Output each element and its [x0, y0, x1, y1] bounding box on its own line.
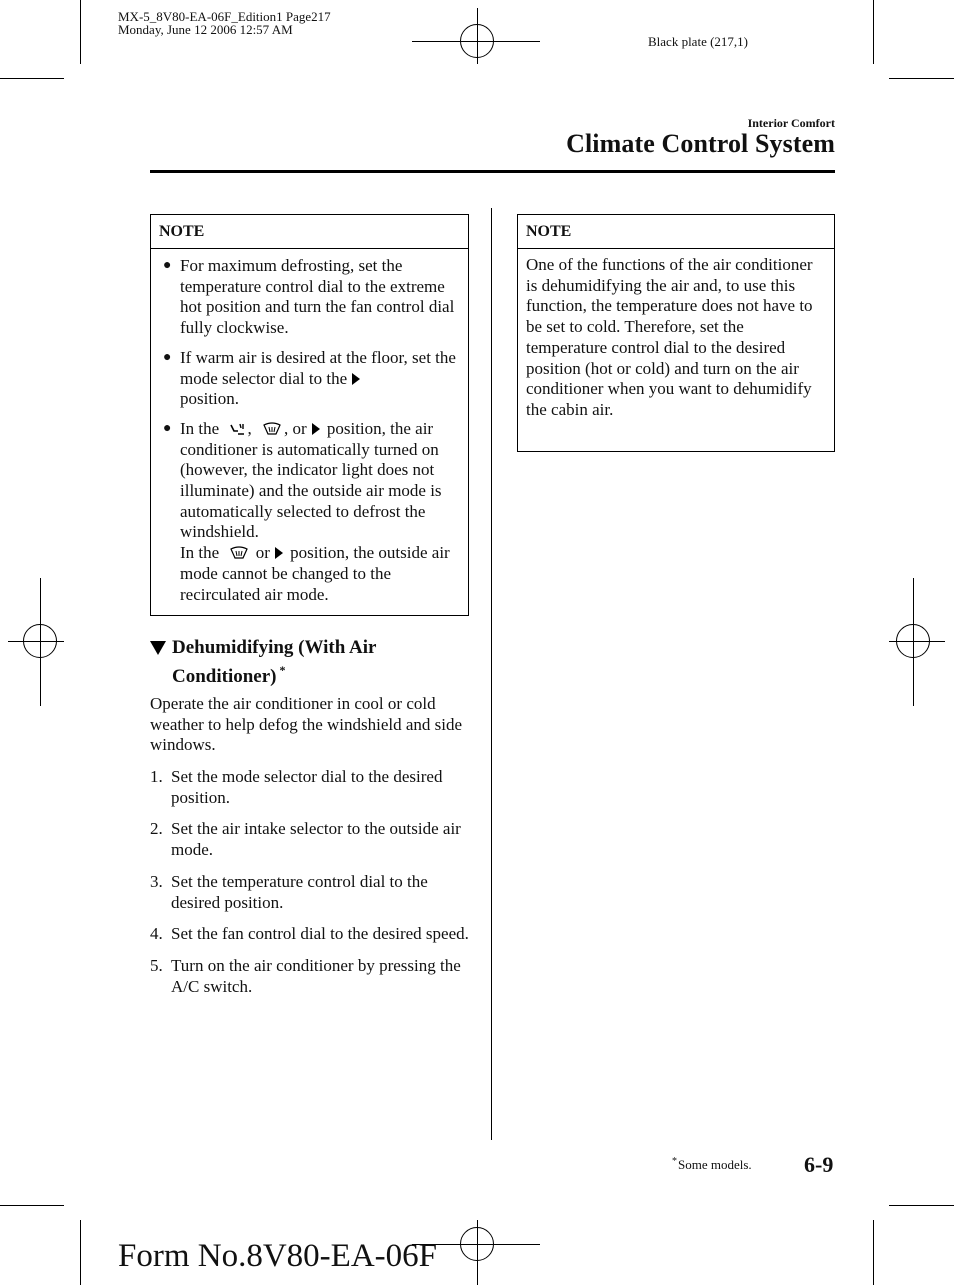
list-item: 1. Set the mode selector dial to the desired position.: [150, 767, 443, 807]
windshield-mode-icon: [275, 547, 283, 559]
page-number: 6-9: [804, 1152, 834, 1177]
subsection-heading: Dehumidifying (With Air Conditioner) *: [150, 637, 470, 688]
steps-list: [150, 767, 470, 1008]
right-note-box: [517, 214, 835, 452]
asterisk-icon: *: [672, 1156, 677, 1167]
floor-defrost-icon: [229, 421, 245, 437]
intro-paragraph: Operate the air conditioner in cool or cold weather to help defog the windshield and side windows.: [150, 694, 463, 755]
down-triangle-icon: [150, 641, 166, 655]
note-heading: NOTE: [518, 215, 834, 249]
note-body: One of the functions of the air conditioner is dehumidifying the air and, to use this function, the temperature does not have to be set to cold. Therefore, set the temperature control dial to the desired position (hot or cold) and turn on the air conditioner when you want to dehumidify the cabin air.: [526, 255, 813, 419]
list-item: 2. Set the air intake selector to the outside air mode.: [150, 819, 461, 860]
floor-mode-icon: [352, 373, 360, 385]
column-divider: [491, 208, 492, 1140]
page-title: Climate Control System: [566, 129, 835, 158]
left-note-box: [150, 214, 469, 616]
bullet-icon: ●: [163, 349, 172, 365]
list-item: 5. Turn on the air conditioner by pressing the A/C switch.: [150, 955, 461, 996]
list-item: ● For maximum defrosting, set the temperature control dial to the extreme hot position and turn the fan control dial fully clockwise.: [163, 256, 455, 338]
asterisk-icon: *: [279, 663, 286, 677]
defroster-icon: [262, 421, 282, 437]
list-item: ● If warm air is desired at the floor, set the mode selector dial to the position.: [163, 347, 456, 409]
defroster-icon: [229, 545, 249, 561]
print-job-line: MX-5_8V80-EA-06F_Edition1 Page217: [118, 9, 331, 24]
list-item: 3. Set the temperature control dial to the desired position.: [150, 871, 428, 912]
note-heading: NOTE: [151, 215, 468, 249]
footnote: *Some models.: [672, 1156, 752, 1172]
plate-label: Black plate (217,1): [648, 34, 748, 49]
form-number: Form No.8V80-EA-06F: [118, 1238, 437, 1274]
bullet-icon: ●: [163, 420, 172, 436]
list-item: 4. Set the fan control dial to the desired speed.: [150, 924, 469, 944]
bullet-icon: ●: [163, 258, 172, 273]
print-date-line: Monday, June 12 2006 12:57 AM: [118, 22, 293, 37]
list-item: ● In the , , or position, the air conditioner is automatically turned on (however, the indicator light does not illuminate) and the outside air mode is automatically selected to defrost the windshield. In the or position, the outside air mode cannot be changed to the recirculated air mode.: [163, 418, 450, 604]
windshield-mode-icon: [312, 423, 320, 435]
section-label: Interior Comfort: [747, 116, 835, 130]
title-rule: [150, 170, 835, 173]
